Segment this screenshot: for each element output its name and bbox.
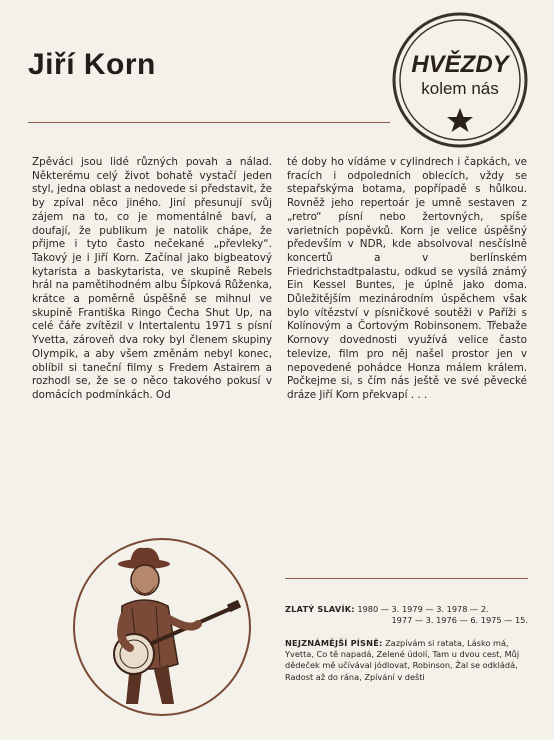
chart-history: [285, 604, 528, 626]
chart-history-label: ZLATÝ SLAVÍK:: [285, 604, 355, 614]
best-known-songs: [285, 638, 528, 683]
info-divider: [285, 578, 528, 579]
songs-label: NEJZNÁMĚJŠÍ PÍSNĚ:: [285, 638, 383, 648]
chart-history-row-1: 1980 — 3. 1979 — 3. 1978 — 2.: [357, 604, 489, 614]
banjo-player-illustration: [72, 536, 252, 718]
article-column-right: té doby ho vídáme v cylindrech i čapkách, ve fracích i odpoledních oblecích, vždy se stepařskýma botama, popřípadě s hůlkou. Rovněž jeho repertoár je umně sestaven z „retro“ písní nebo žertovných, spíše varietních popěvků. Korn je velice úspěšný především v NDR, kde absolvoval nesčíslně koncertů a v berlínském Friedrichstadtpalastu, odkud se vysílá známý Ein Kessel Buntes, je úplně jako doma. Důležitějším mezinárodním úspěchem však bylo vítězství v písničkové soutěži v Paříži s Kolínovým a Čortovým Robinsonem. Třebaže Kornovy dovednosti využívá velice často televize, film pro něj našel prostor jen v nepovedené pohádce Honza málem králem. Počkejme si, s čím nás ještě ve své pěvecké dráze Jiří Korn překvapí . . .: [287, 156, 527, 401]
songs-list: Zazpívám si ratata, Lásko má, Yvetta, Co tě napadá, Zelené údolí, Tam u dvou cest, Můj dědeček mě učívával jódlovat, Robinson, Žal se odkládá, Radost až do rána, Zpívání v dešti: [285, 638, 520, 682]
article-column-left: Zpěváci jsou lidé různých povah a nálad. Některému celý život bohatě vystačí jeden styl, jedna oblast a nedovede si představit, že by zpíval něco jiného. Jiní přesunují svůj zájem na to, co je momentálně baví, a doufají, že publikum je natolik chápe, že přijme i tyto často nečekané „převleky“. Takový je i Jiří Korn. Začínal jako bigbeatový kytarista a baskytarista, ve skupině Rebels hrál na pamětihodném albu Šípková Růženka, krátce a poměrně úspěšně se mihnul ve skupině Františka Ringo Čecha Shut Up, na celé čáře zvítězil v Intertalentu 1971 s písní Yvetta, zároveň dva roky byl členem skupiny Olympik, a aby všem změnám nebyl konec, oblíbil si taneční filmy s Fredem Astairem a rozhodl se, že se o něco takového pokusí v domácích podmínkách. Od: [32, 156, 272, 401]
chart-history-row-2: 1977 — 3. 1976 — 6. 1975 — 15.: [391, 615, 528, 626]
badge-subtitle: kolem nás: [421, 79, 499, 98]
title-divider: [28, 122, 390, 123]
series-badge: [390, 10, 530, 150]
page-title: Jiří Korn: [28, 48, 156, 81]
badge-title: HVĚZDY: [411, 51, 509, 78]
